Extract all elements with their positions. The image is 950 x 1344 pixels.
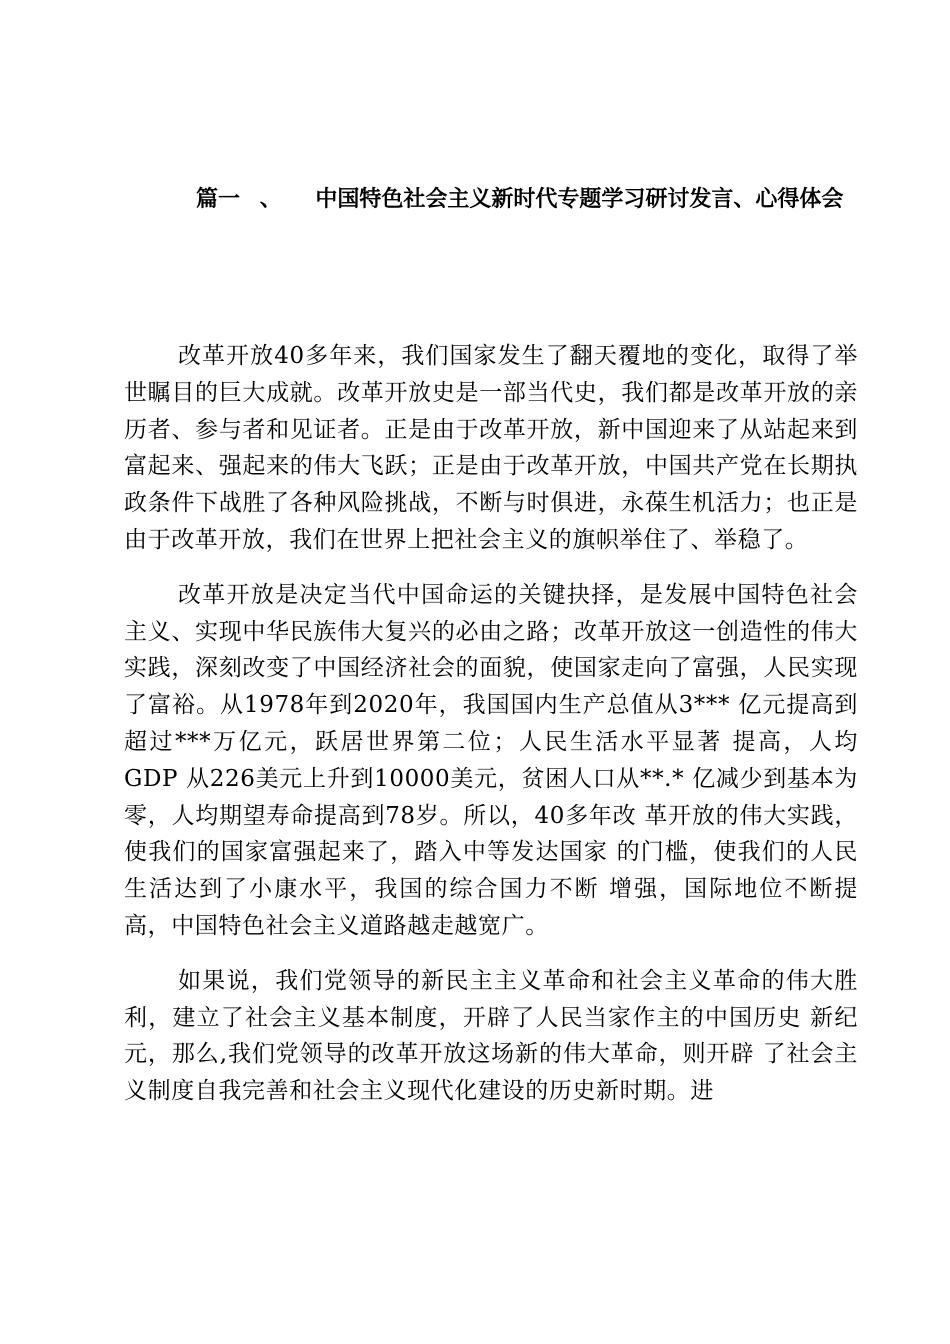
document-title xyxy=(196,184,896,216)
paragraph-3: 如果说，我们党领导的新民主主义革命和社会主义革命的伟大胜利，建立了社会主义基本制度，开辟了人民当家作主的中国历史 新纪元，那么,我们党领导的改革开放这场新的伟大革命，则开辟 了社会主义制度自我完善和社会主义现代化建设的历史新时期。进 xyxy=(124,967,858,1105)
title-prefix: 篇一 xyxy=(196,187,241,212)
paragraph-2: 改革开放是决定当代中国命运的关键抉择，是发展中国特色社会主义、实现中华民族伟大复兴的必由之路；改革开放这一创造性的伟大实践，深刻改变了中国经济社会的面貌，使国家走向了富强，人民实现了富裕。从1978年到2020年，我国国内生产总值从3*** 亿元提高到超过***万亿元，跃居世界第二位；人民生活水平显著 提高，人均GDP 从226美元上升到10000美元，贫困人口从**.* 亿减少到基本为零，人均期望寿命提高到78岁。所以，40多年改 革开放的伟大实践，使我们的国家富强起来了，踏入中等发达国家 的门槛，使我们的人民生活达到了小康水平，我国的综合国力不断 增强，国际地位不断提高，中国特色社会主义道路越走越宽广。 xyxy=(124,581,858,939)
document-body xyxy=(124,338,858,1128)
title-separator: 、 xyxy=(259,187,282,212)
paragraph-1: 改革开放40多年来，我们国家发生了翻天覆地的变化，取得了举世瞩目的巨大成就。改革开放史是一部当代史，我们都是改革开放的亲历者、参与者和见证者。正是由于改革开放，新中国迎来了从站起来到富起来、强起来的伟大飞跃；正是由于改革开放，中国共产党在长期执政条件下战胜了各种风险挑战，不断与时俱进，永葆生机活力；也正是由于改革开放，我们在世界上把社会主义的旗帜举住了、举稳了。 xyxy=(124,343,858,553)
title-main: 中国特色社会主义新时代专题学习研讨发言、心得体会 xyxy=(315,187,844,212)
